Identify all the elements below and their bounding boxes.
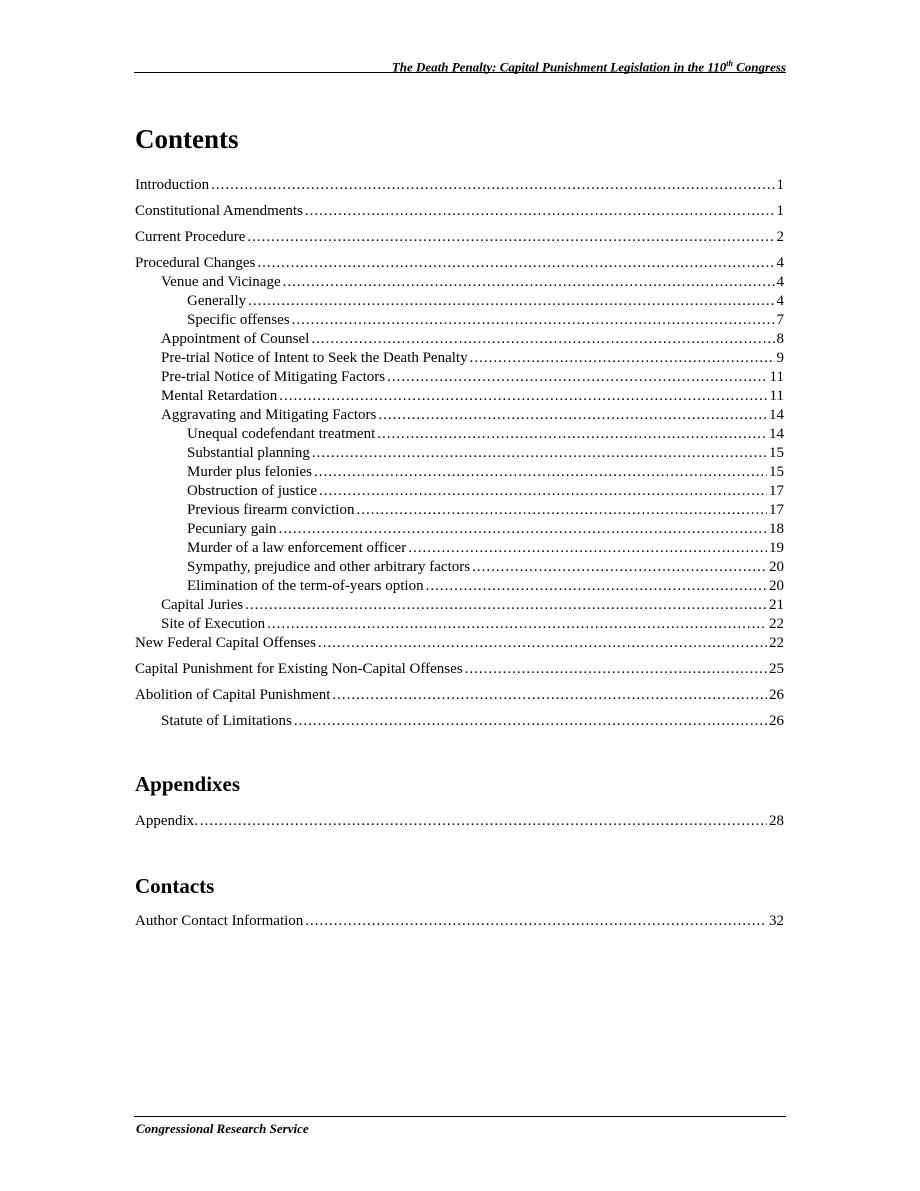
dot-leader <box>470 349 775 368</box>
toc-entry-title: Appendix. <box>135 813 198 829</box>
toc-entry-page-number: 7 <box>776 312 784 328</box>
toc-entry-title: Site of Execution <box>161 616 266 632</box>
toc-entry-title: Murder plus felonies <box>187 464 312 480</box>
toc-entry-title: Introduction <box>135 177 210 193</box>
dot-leader <box>319 482 767 501</box>
toc-entry-title: Obstruction of justice <box>187 483 317 499</box>
toc-entry-title: Abolition of Capital Punishment <box>135 687 331 703</box>
toc-entry-page-number: 28 <box>769 813 784 829</box>
toc-entry-title: Capital Punishment for Existing Non-Capital Offenses <box>135 661 463 677</box>
dot-leader <box>305 912 767 931</box>
toc-entry-page-number: 14 <box>769 426 784 442</box>
header-rule <box>134 72 786 73</box>
toc-entry-title: Specific offenses <box>187 312 290 328</box>
dot-leader <box>247 228 774 247</box>
toc-entry[interactable] <box>135 812 784 831</box>
footer-rule <box>134 1116 786 1117</box>
toc-entry-page-number: 18 <box>769 521 784 537</box>
toc-entry-title: Unequal codefendant treatment <box>187 426 376 442</box>
dot-leader <box>248 292 774 311</box>
toc-entry[interactable] <box>135 311 784 330</box>
toc-entry-page-number: 11 <box>769 369 784 385</box>
toc-entry-page-number: 11 <box>769 388 784 404</box>
dot-leader <box>305 202 775 221</box>
toc-entry-page-number: 15 <box>769 464 784 480</box>
dot-leader <box>279 520 767 539</box>
contacts-heading: Contacts <box>135 874 215 898</box>
dot-leader <box>356 501 767 520</box>
toc-entry[interactable] <box>135 273 784 292</box>
toc-entry-title: Current Procedure <box>135 229 246 245</box>
toc-entry[interactable] <box>135 176 784 195</box>
toc-entry[interactable] <box>135 254 784 273</box>
toc-entry-title: Substantial planning <box>187 445 310 461</box>
toc-entry-title: Mental Retardation <box>161 388 278 404</box>
toc-entry-page-number: 19 <box>769 540 784 556</box>
toc-entry[interactable] <box>135 349 784 368</box>
toc-entry-title: Capital Juries <box>161 597 244 613</box>
toc-entry[interactable] <box>135 330 784 349</box>
appendixes-heading: Appendixes <box>135 772 241 796</box>
toc-entry-title: Statute of Limitations <box>161 713 292 729</box>
dot-leader <box>465 660 767 679</box>
toc-entry-title: Generally <box>187 293 247 309</box>
dot-leader <box>314 463 767 482</box>
toc-entry-page-number: 2 <box>776 229 784 245</box>
appendixes-list <box>135 812 784 831</box>
toc-entry[interactable] <box>135 634 784 653</box>
dot-leader <box>200 812 767 831</box>
toc-entry[interactable] <box>135 615 784 634</box>
toc-entry-title: Appointment of Counsel <box>161 331 310 347</box>
dot-leader <box>211 176 774 195</box>
dot-leader <box>318 634 767 653</box>
dot-leader <box>294 712 767 731</box>
toc-entry-page-number: 17 <box>769 502 784 518</box>
toc-entry-page-number: 22 <box>769 616 784 632</box>
dot-leader <box>257 254 774 273</box>
toc-entry[interactable] <box>135 292 784 311</box>
toc-entry-page-number: 17 <box>769 483 784 499</box>
toc-entry[interactable] <box>135 444 784 463</box>
running-footer: Congressional Research Service <box>136 1121 309 1136</box>
toc-entry[interactable] <box>135 482 784 501</box>
toc-entry-title: Aggravating and Mitigating Factors <box>161 407 377 423</box>
toc-entry[interactable] <box>135 577 784 596</box>
dot-leader <box>267 615 767 634</box>
dot-leader <box>245 596 767 615</box>
toc-entry-page-number: 26 <box>769 713 784 729</box>
dot-leader <box>378 406 767 425</box>
toc-entry-page-number: 32 <box>769 913 784 929</box>
toc-entry[interactable] <box>135 912 784 931</box>
toc-entry[interactable] <box>135 539 784 558</box>
dot-leader <box>472 558 767 577</box>
contacts-list <box>135 912 784 931</box>
toc-entry-page-number: 20 <box>769 578 784 594</box>
dot-leader <box>377 425 767 444</box>
dot-leader <box>279 387 767 406</box>
toc-entry[interactable] <box>135 712 784 731</box>
toc-entry-title: Elimination of the term-of-years option <box>187 578 424 594</box>
toc-entry-page-number: 26 <box>769 687 784 703</box>
toc-entry[interactable] <box>135 520 784 539</box>
toc-entry-title: New Federal Capital Offenses <box>135 635 316 651</box>
dot-leader <box>387 368 767 387</box>
toc-entry-page-number: 25 <box>769 661 784 677</box>
dot-leader <box>292 311 775 330</box>
toc-entry-title: Pre-trial Notice of Intent to Seek the Death Penalty <box>161 350 468 366</box>
toc-entry[interactable] <box>135 463 784 482</box>
toc-entry-title: Procedural Changes <box>135 255 256 271</box>
dot-leader <box>426 577 767 596</box>
toc-entry[interactable] <box>135 660 784 679</box>
toc-entry-page-number: 1 <box>776 203 784 219</box>
toc-entry-title: Sympathy, prejudice and other arbitrary factors <box>187 559 471 575</box>
toc-entry-title: Pecuniary gain <box>187 521 277 537</box>
toc-entry[interactable] <box>135 686 784 705</box>
toc-entry-title: Constitutional Amendments <box>135 203 303 219</box>
contents-list <box>135 176 784 731</box>
toc-entry[interactable] <box>135 558 784 577</box>
toc-entry-page-number: 20 <box>769 559 784 575</box>
toc-entry[interactable] <box>135 501 784 520</box>
toc-entry-page-number: 22 <box>769 635 784 651</box>
toc-entry-page-number: 4 <box>776 274 784 290</box>
toc-entry-page-number: 1 <box>776 177 784 193</box>
toc-entry-page-number: 9 <box>776 350 784 366</box>
toc-entry-page-number: 4 <box>776 255 784 271</box>
contents-heading: Contents <box>135 124 239 154</box>
dot-leader <box>312 444 767 463</box>
toc-entry[interactable] <box>135 596 784 615</box>
toc-entry-page-number: 21 <box>769 597 784 613</box>
dot-leader <box>332 686 767 705</box>
dot-leader <box>311 330 774 349</box>
toc-entry-page-number: 8 <box>776 331 784 347</box>
toc-entry-page-number: 15 <box>769 445 784 461</box>
toc-entry-title: Murder of a law enforcement officer <box>187 540 407 556</box>
dot-leader <box>408 539 767 558</box>
toc-entry[interactable] <box>135 425 784 444</box>
toc-entry-title: Previous firearm conviction <box>187 502 355 518</box>
dot-leader <box>283 273 775 292</box>
toc-entry[interactable] <box>135 202 784 221</box>
toc-entry[interactable] <box>135 387 784 406</box>
toc-entry[interactable] <box>135 368 784 387</box>
toc-entry-title: Venue and Vicinage <box>161 274 281 290</box>
toc-entry-title: Pre-trial Notice of Mitigating Factors <box>161 369 386 385</box>
running-header: The Death Penalty: Capital Punishment Legislation in the 110th Congress <box>391 59 786 75</box>
toc-entry[interactable] <box>135 228 784 247</box>
toc-entry-page-number: 14 <box>769 407 784 423</box>
toc-entry[interactable] <box>135 406 784 425</box>
toc-entry-title: Author Contact Information <box>135 913 304 929</box>
toc-entry-page-number: 4 <box>776 293 784 309</box>
